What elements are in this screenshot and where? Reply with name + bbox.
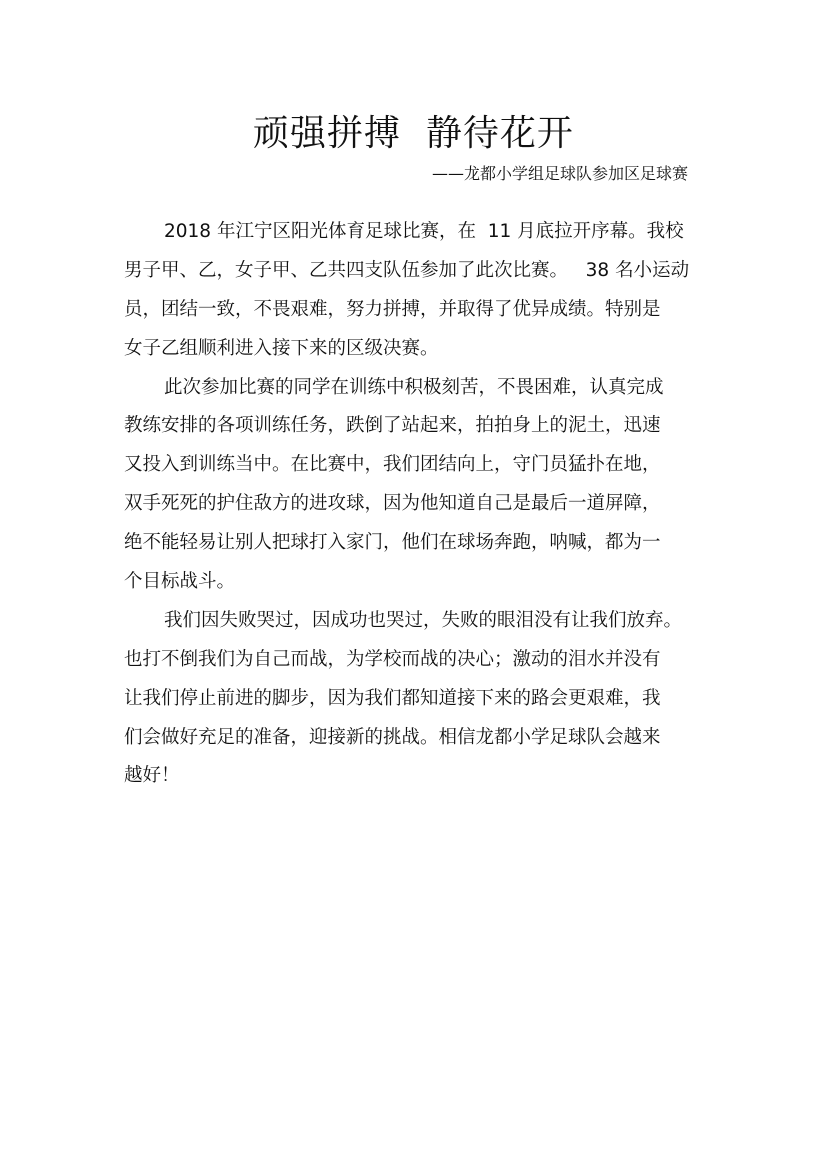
paragraph-line: 绝不能轻易让别人把球打入家门，他们在球场奔跑，呐喊，都为一	[124, 532, 661, 554]
document-subtitle: ——龙都小学组足球队参加区足球赛	[431, 164, 688, 183]
paragraph-3	[124, 602, 714, 796]
paragraph-line: 女子乙组顺利进入接下来的区级决赛。	[124, 337, 439, 359]
paragraph-line: 又投入到训练当中。在比赛中，我们团结向上，守门员猛扑在地，	[124, 454, 661, 476]
paragraph-line: 让我们停止前进的脚步，因为我们都知道接下来的路会更艰难，我	[124, 687, 661, 709]
paragraph-line: 2018 年江宁区阳光体育足球比赛，在 11 月底拉开序幕。我校	[164, 221, 684, 242]
paragraph-line: 个目标战斗。	[124, 571, 236, 593]
paragraph-line: 越好！	[124, 765, 180, 787]
paragraph-line: 双手死死的护住敌方的进攻球，因为他知道自己是最后一道屏障，	[124, 493, 661, 515]
paragraph-line: 此次参加比赛的同学在训练中积极刻苦，不畏困难，认真完成	[164, 376, 664, 398]
paragraph-line: 们会做好充足的准备，迎接新的挑战。相信龙都小学足球队会越来	[124, 726, 661, 748]
paragraph-2	[124, 369, 714, 602]
paragraph-1	[124, 213, 714, 369]
paragraph-line: 也打不倒我们为自己而战，为学校而战的决心；激动的泪水并没有	[124, 648, 661, 670]
paragraph-line: 男子甲、乙，女子甲、乙共四支队伍参加了此次比赛。 38 名小运动	[124, 259, 690, 281]
document-body	[124, 213, 714, 796]
paragraph-line: 我们因失败哭过，因成功也哭过，失败的眼泪没有让我们放弃。	[164, 609, 683, 631]
document-title: 顽强拼搏 静待花开	[253, 113, 574, 154]
paragraph-line: 教练安排的各项训练任务，跌倒了站起来，拍拍身上的泥土，迅速	[124, 415, 661, 437]
paragraph-line: 员，团结一致，不畏艰难，努力拼搏，并取得了优异成绩。特别是	[124, 298, 661, 320]
